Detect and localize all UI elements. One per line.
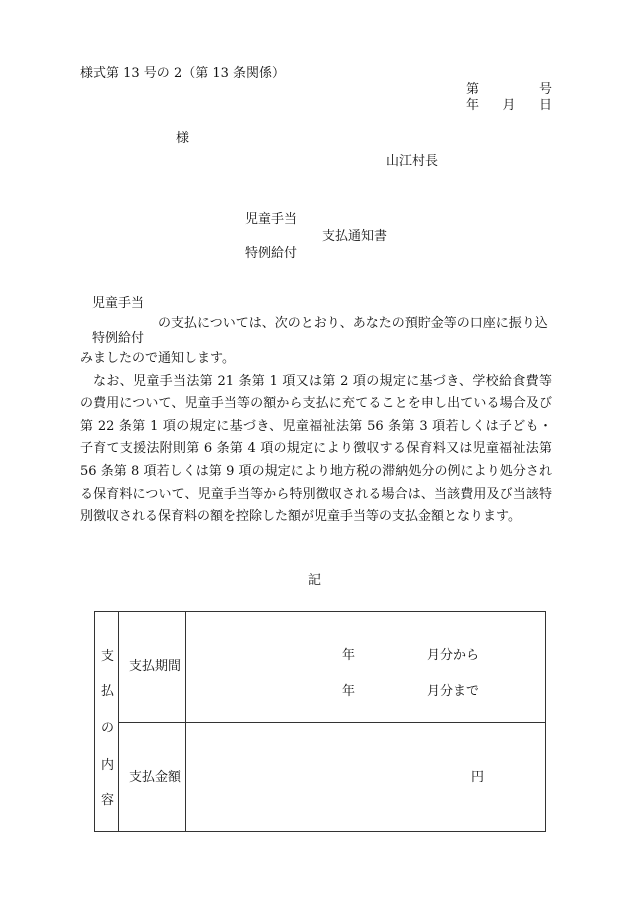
side-label-char: の xyxy=(101,721,115,736)
date-year: 年 xyxy=(466,98,480,113)
page-title: 支払通知書 xyxy=(322,229,388,244)
table-divider-horizontal xyxy=(118,722,545,723)
period-from-month: 月分から xyxy=(427,648,480,663)
amount-label: 支払金額 xyxy=(129,770,182,785)
side-label-char: 内 xyxy=(101,758,115,773)
doc-number-dai: 第 xyxy=(466,82,480,97)
date-day: 日 xyxy=(538,98,552,113)
side-label-char: 払 xyxy=(101,684,115,699)
body-text xyxy=(80,348,552,529)
document-number-and-date xyxy=(466,82,552,114)
ki-heading: 記 xyxy=(308,573,322,588)
issue-date xyxy=(466,98,552,114)
payment-details-table xyxy=(94,611,546,832)
sender-name: 山江村長 xyxy=(386,154,439,169)
intro-option-bottom: 特例給付 xyxy=(92,331,145,346)
note-paragraph: なお、児童手当法第 21 条第 1 項又は第 2 項の規定に基づき、学校給食費等の費用について、児童手当等の額から支払に充てることを申し出ている場合及び第 22 条第 1 項の規定に基づき、児童福祉法第 56 条第 3 項若しくは子ども・子育て支援法附則第 6 条第 4 項の規定により徴収する保育料又は児童福祉法第 56 条第 8 項若しくは第 9 項の規定により地方税の滞納処分の例により処分される保育料について、児童手当等から特別徴収される場合は、当該費用及び当該特別徴収される保育料の額を控除した額が児童手当等の支払金額となります。 xyxy=(80,373,552,525)
title-option-bottom: 特例給付 xyxy=(245,246,298,261)
period-from-year: 年 xyxy=(342,648,356,663)
side-label-char: 支 xyxy=(101,649,115,664)
period-label: 支払期間 xyxy=(129,659,182,674)
addressee-suffix: 様 xyxy=(176,131,190,146)
intro-option-top: 児童手当 xyxy=(92,296,145,311)
date-month: 月 xyxy=(502,98,516,113)
document-number xyxy=(466,82,552,98)
doc-number-go: 号 xyxy=(538,82,552,97)
period-to-year: 年 xyxy=(342,684,356,699)
form-number: 様式第 13 号の 2（第 13 条関係） xyxy=(80,66,286,81)
title-option-top: 児童手当 xyxy=(245,212,298,227)
intro-sentence-continued: みましたので通知します。 xyxy=(80,351,235,366)
period-to-month: 月分まで xyxy=(427,684,480,699)
side-label-char: 容 xyxy=(101,793,115,808)
intro-sentence: の支払については、次のとおり、あなたの預貯金等の口座に振り込 xyxy=(158,316,548,331)
amount-unit: 円 xyxy=(471,770,485,785)
